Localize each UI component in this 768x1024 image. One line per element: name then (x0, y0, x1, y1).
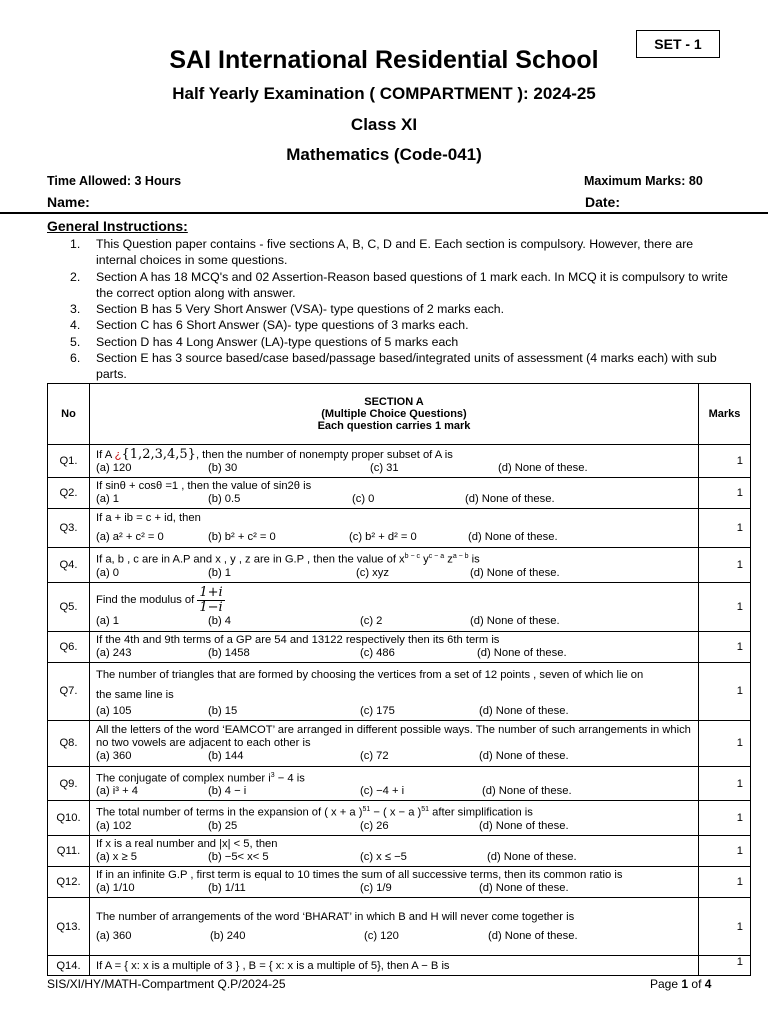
table-row: Q7. The number of triangles that are formed by choosing the vertices from a set of 12 points , seven of which lie on the same line is (a) 105 (b) 15 (c) 175 (d) None of these. 1 (48, 662, 751, 720)
table-row: Q3. If a + ib = c + id, then (a) a² + c² = 0 (b) b² + c² = 0 (c) b² + d² = 0 (d) None of these. 1 (48, 509, 751, 548)
table-row: Q2. If sinθ + cosθ =1 , then the value of sin2θ is (a) 1 (b) 0.5 (c) 0 (d) None of these. 1 (48, 478, 751, 509)
page-number: Page 1 of 4 (650, 977, 712, 991)
date-label: Date: (585, 194, 621, 210)
list-item: 4. Section C has 6 Short Answer (SA)- type questions of 3 marks each. (70, 318, 469, 333)
fraction: $\frac{1+i}{1-i}$ (199, 584, 223, 615)
table-row: Q10. The total number of terms in the expansion of ( x + a )$^{51}$ − ( x − a )$^{51}$ after simplification is (a) 102 (b) 25 (c) 26 (d) None of these. 1 (48, 801, 751, 836)
exam-title: Half Yearly Examination ( COMPARTMENT ): 2024-25 (172, 84, 596, 103)
header-section: SECTION A (Multiple Choice Questions) Each question carries 1 mark (90, 384, 699, 445)
list-item: 2. Section A has 18 MCQ's and 02 Assertion-Reason based questions of 1 mark each. In MCQ it is compulsory to write the correct option along with answer. (70, 269, 728, 300)
table-row: Q13. The number of arrangements of the word ‘BHARAT’ in which B and H will never come together is (a) 360 (b) 240 (c) 120 (d) None of these. 1 (48, 898, 751, 956)
table-row: Q9. The conjugate of complex number $i^3 - 4$ is (a) i³ + 4 (b) 4 − i (c) −4 + i (d) None of these. 1 (48, 766, 751, 801)
list-item: 5. Section D has 4 Long Answer (LA)-type questions of 5 marks each (70, 334, 459, 349)
footer-code: SIS/XI/HY/MATH-Compartment Q.P/2024-25 (47, 977, 286, 991)
name-label: Name: (47, 194, 90, 210)
table-row: Q11. If x is a real number and |x| < 5, then (a) x ≥ 5 (b) −5< x< 5 (c) x ≤ −5 (d) None of these. 1 (48, 836, 751, 867)
set-label: SET - 1 (636, 30, 720, 58)
school-name: SAI International Residential School (169, 46, 599, 74)
table-row: Q6. If the 4th and 9th terms of a GP are 54 and 13122 respectively then its 6th term is (a) 243 (b) 1458 (c) 486 (d) None of these. 1 (48, 631, 751, 662)
instructions-list (62, 236, 732, 383)
list-item: 3. Section B has 5 Very Short Answer (VSA)- type questions of 2 marks each. (70, 302, 505, 317)
table-row: Q12. If in an infinite G.P , first term is equal to 10 times the sum of all successive terms, then its common ratio is (a) 1/10 (b) 1/11 (c) 1/9 (d) None of these. 1 (48, 867, 751, 898)
time-allowed: Time Allowed: 3 Hours (47, 174, 182, 188)
header-rule (0, 212, 768, 214)
class-label: Class XI (350, 115, 418, 134)
max-marks: Maximum Marks: 80 (584, 174, 703, 188)
table-row: Q5. Find the modulus of $\frac{1+i}{1-i}$ (a) 1 (b) 4 (c) 2 (d) None of these. 1 (48, 582, 751, 631)
table-row: Q8. All the letters of the word ‘EAMCOT’ are arranged in different possible ways. The number of such arrangements in which no two vowels are adjacent to each other is (a) 360 (b) 144 (c) 72 (d) None of these. 1 (48, 720, 751, 766)
subject-label: Mathematics (Code-041) (286, 145, 482, 164)
table-header-row (48, 384, 751, 445)
table-row: Q14. If A = { x: x is a multiple of 3 } , B = { x: x is a multiple of 5}, then A − B is 1 (48, 956, 751, 976)
header-marks: Marks (699, 384, 751, 445)
instructions-heading: General Instructions: (47, 218, 188, 234)
header-no: No (48, 384, 90, 445)
questions-table (47, 383, 751, 976)
list-item: 6. Section E has 3 source based/case based/passage based/integrated units of assessment (4 marks each) with sub parts. (70, 351, 717, 382)
table-row: Q1. If A ¿{1,2,3,4,5}, then the number of nonempty proper subset of A is (a) 120 (b) 30 (c) 31 (d) None of these. 1 (48, 445, 751, 478)
table-row: Q4. If a, b , c are in A.P and x , y , z are in G.P , then the value of $x^{b - c}$ $y^{c - a}$ $z^{a - b}$ is (a) 0 (b) 1 (c) xyz (d) None of these. 1 (48, 548, 751, 583)
list-item: 1. This Question paper contains - five sections A, B, C, D and E. Each section is compulsory. However, there are internal choices in some questions. (70, 237, 694, 268)
